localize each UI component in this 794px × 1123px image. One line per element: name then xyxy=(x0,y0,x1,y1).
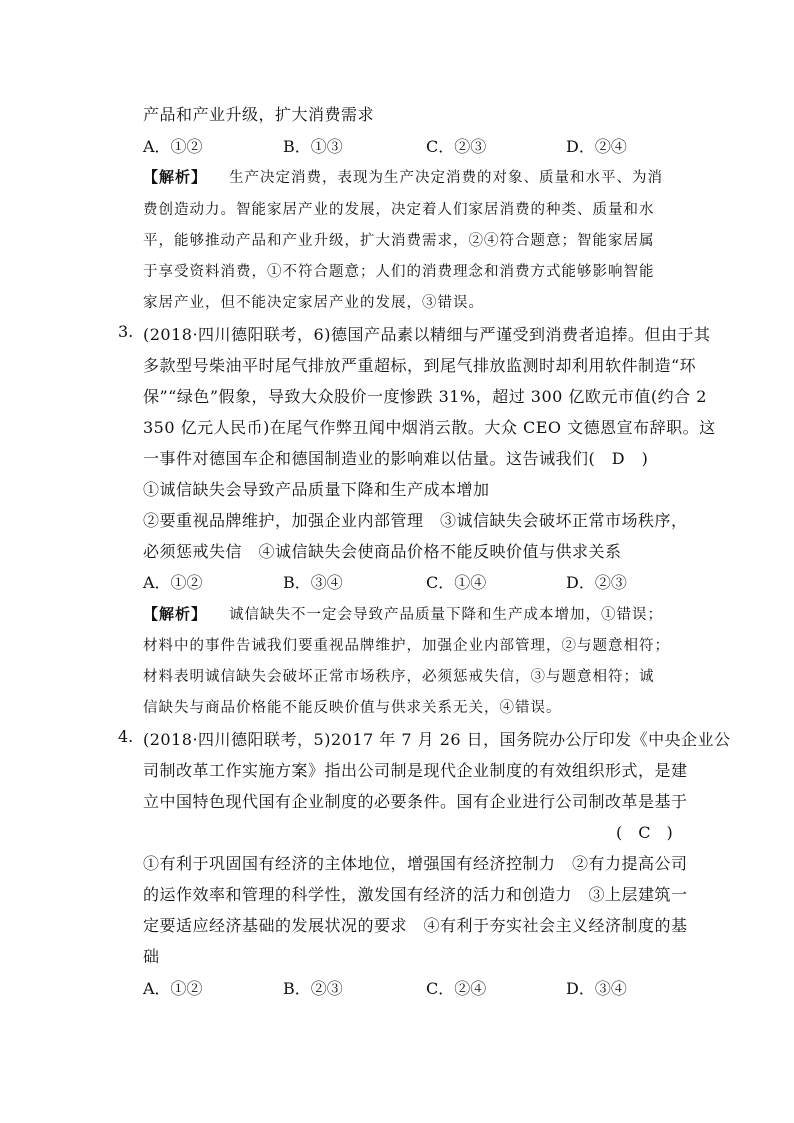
analysis-line: 【解析】 诚信缺失不一定会导致产品质量下降和生产成本增加，①错误； xyxy=(143,605,664,623)
statement-line: 必须惩戒失信 ④诚信缺失会使商品价格不能反映价值与供求关系 xyxy=(143,542,622,561)
option-a: A．①② xyxy=(143,573,203,592)
option-a: A．①② xyxy=(143,137,203,156)
question-continuation: 产品和产业升级，扩大消费需求 xyxy=(143,105,375,124)
question-stem-line: (2018·四川德阳联考，6)德国产品素以精细与严谨受到消费者追捧。但由于其 xyxy=(143,325,711,344)
analysis-line: 材料中的事件告诫我们要重视品牌维护，加强企业内部管理，②与题意相符； xyxy=(143,638,670,654)
option-d: D．②③ xyxy=(566,573,627,592)
option-d: D．③④ xyxy=(566,979,627,998)
statement-line: ①诚信缺失会导致产品质量下降和生产成本增加 xyxy=(143,480,490,499)
question-number: 4. xyxy=(118,727,134,746)
analysis-line: 材料表明诚信缺失会破坏正常市场秩序，必须惩戒失信，③与题意相符；诚 xyxy=(143,669,655,685)
question-stem-line: 保”“绿色”假象，导致大众股价一度惨跌 31%，超过 300 亿欧元市值(约合 2 xyxy=(143,387,707,406)
analysis-line: 家居产业，但不能决定家居产业的发展，③错误。 xyxy=(143,295,484,311)
question-stem-line: (2018·四川德阳联考，5)2017 年 7 月 26 日，国务院办公厅印发《中央企业公 xyxy=(143,730,731,749)
analysis-line: 【解析】 生产决定消费，表现为生产决定消费的对象、质量和水平、为消 xyxy=(143,168,664,186)
analysis-line: 费创造动力。智能家居产业的发展，决定着人们家居消费的种类、质量和水 xyxy=(143,202,655,218)
option-b: B．②③ xyxy=(283,979,343,998)
analysis-tag: 【解析】 xyxy=(143,605,208,623)
analysis-line: 信缺失与商品价格能不能反映价值与供求关系无关，④错误。 xyxy=(143,700,562,716)
statement-line: ②要重视品牌维护，加强企业内部管理 ③诚信缺失会破坏正常市场秩序， xyxy=(143,511,688,530)
statement-line: 定要适应经济基础的发展状况的要求 ④有利于夯实社会主义经济制度的基 xyxy=(143,916,688,935)
option-b: B．①③ xyxy=(283,137,343,156)
answer-bracket: ( C ) xyxy=(616,823,673,842)
question-stem-line: 一事件对德国车企和德国制造业的影响难以估量。这告诫我们( D ) xyxy=(143,449,649,468)
analysis-line: 平，能够推动产品和产业升级，扩大消费需求，②④符合题意；智能家居属 xyxy=(143,233,655,249)
question-stem-line: 多款型号柴油平时尾气排放严重超标，到尾气排放监测时却利用软件制造“环 xyxy=(143,356,697,375)
question-number: 3. xyxy=(118,322,134,341)
statement-line: ①有利于巩固国有经济的主体地位，增强国有经济控制力 ②有力提高公司 xyxy=(143,854,688,873)
analysis-tag: 【解析】 xyxy=(143,168,208,186)
question-stem-line: 立中国特色现代国有企业制度的必要条件。国有企业进行公司制改革是基于 xyxy=(143,792,688,811)
statement-line: 的运作效率和管理的科学性，激发国有经济的活力和创造力 ③上层建筑一 xyxy=(143,885,688,904)
option-d: D．②④ xyxy=(566,137,627,156)
option-a: A．①② xyxy=(143,979,203,998)
statement-line: 础 xyxy=(143,947,160,966)
option-c: C．②③ xyxy=(426,137,487,156)
question-stem-line: 司制改革工作实施方案》指出公司制是现代企业制度的有效组织形式，是建 xyxy=(143,761,688,780)
question-stem-line: 350 亿元人民币)在尾气作弊丑闻中烟消云散。大众 CEO 文德恩宣布辞职。这 xyxy=(143,418,716,437)
option-c: C．①④ xyxy=(426,573,487,592)
option-b: B．③④ xyxy=(283,573,343,592)
option-c: C．②④ xyxy=(426,979,487,998)
analysis-line: 于享受资料消费，①不符合题意；人们的消费理念和消费方式能够影响智能 xyxy=(143,264,655,280)
